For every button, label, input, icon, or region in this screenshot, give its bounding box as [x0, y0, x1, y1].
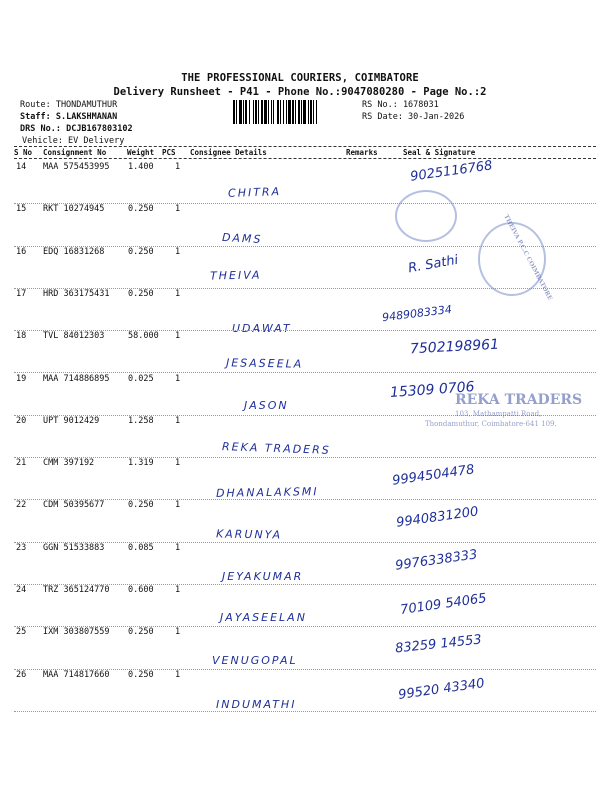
barcode — [233, 100, 357, 124]
consignee-name: THEIVA — [209, 268, 262, 283]
vehicle-label: Vehicle: EV Delivery — [22, 136, 125, 146]
table-row — [0, 158, 600, 204]
consignee-name: DHANALAKSMI — [215, 485, 319, 500]
table-row — [0, 331, 600, 373]
consignee-name: REKA TRADERS — [221, 439, 331, 457]
barcode-bar — [271, 100, 272, 124]
company-title: THE PROFESSIONAL COURIERS, COIMBATORE — [181, 72, 419, 84]
barcode-bar — [268, 100, 269, 124]
weight-value: 0.025 — [128, 373, 154, 384]
serial-number: 25 — [16, 627, 27, 638]
pieces-count: 1 — [175, 627, 181, 638]
barcode-bar — [286, 100, 287, 124]
rs-number: RS No.: 1678031 — [362, 100, 439, 110]
table-row — [0, 543, 600, 585]
consignment-number: UPT 9012429 — [43, 415, 100, 426]
theiva-stamp-1 — [395, 190, 457, 242]
barcode-bar — [233, 100, 235, 124]
pieces-count: 1 — [175, 288, 181, 299]
row-separator — [14, 711, 596, 712]
signature: 70109 54065 — [399, 591, 488, 618]
serial-number: 22 — [16, 500, 27, 511]
weight-value: 0.600 — [128, 585, 154, 595]
pieces-count: 1 — [175, 204, 181, 215]
consignee-name: JASON — [244, 398, 289, 412]
barcode-bar — [264, 100, 267, 124]
weight-value: 1.258 — [128, 415, 154, 426]
col-remarks: Remarks — [346, 148, 378, 157]
serial-number: 17 — [16, 288, 27, 299]
col-pcs: PCS — [162, 148, 176, 157]
consignment-number: EDQ 16831268 — [43, 246, 105, 257]
barcode-bar — [308, 100, 309, 124]
signature: 9489083334 — [381, 302, 453, 325]
barcode-bar — [239, 100, 242, 124]
header-rule-top — [14, 146, 596, 147]
header-rule-bottom — [14, 158, 596, 159]
consignment-number: TVL 84012303 — [43, 331, 105, 342]
barcode-bar — [295, 100, 296, 124]
consignment-number: GGN 51533883 — [43, 542, 105, 553]
consignment-number: CDM 50395677 — [43, 500, 105, 511]
barcode-bar — [298, 100, 300, 124]
staff-name: S.LAKSHMANAN — [55, 112, 118, 122]
consignment-number: IXM 303807559 — [43, 627, 110, 638]
serial-number: 18 — [16, 331, 27, 342]
signature: 99520 43340 — [397, 675, 486, 703]
table-row — [0, 458, 600, 500]
signature: R. Sathi — [407, 252, 460, 276]
barcode-bar — [249, 100, 250, 124]
weight-value: 0.085 — [128, 542, 154, 553]
consignment-number: MAA 714886895 — [43, 373, 110, 384]
pieces-count: 1 — [175, 415, 181, 426]
signature: 9976338333 — [394, 547, 479, 574]
signature: 9940831200 — [395, 504, 480, 532]
barcode-bar — [236, 100, 237, 124]
barcode-bar — [255, 100, 257, 124]
serial-number: 14 — [16, 162, 27, 172]
pieces-count: 1 — [175, 542, 181, 553]
col-sno: S No — [14, 148, 33, 157]
serial-number: 21 — [16, 458, 27, 469]
pieces-count: 1 — [175, 585, 181, 595]
consignee-name: JEYAKUMAR — [222, 569, 304, 583]
consignment-number: MAA 714817660 — [43, 669, 110, 680]
pieces-count: 1 — [175, 373, 181, 384]
consignee-name: KARUNYA — [215, 527, 283, 542]
barcode-bar — [292, 100, 294, 124]
staff-line — [20, 112, 117, 123]
weight-value: 0.250 — [128, 500, 154, 511]
reka-stamp-name: REKA TRADERS — [455, 392, 583, 408]
weight-value: 1.319 — [128, 458, 154, 469]
barcode-bar — [288, 100, 291, 124]
barcode-bar — [280, 100, 281, 124]
consignment-number: TRZ 365124770 — [43, 585, 110, 595]
pieces-count: 1 — [175, 458, 181, 469]
weight-value: 0.250 — [128, 246, 154, 257]
drs-line — [20, 124, 133, 135]
weight-value: 0.250 — [128, 204, 154, 215]
consignee-name: DAMS — [221, 231, 263, 247]
serial-number: 23 — [16, 542, 27, 553]
consignee-name: CHITRA — [227, 185, 282, 200]
consignment-number: HRD 363175431 — [43, 288, 110, 299]
consignment-number: RKT 10274945 — [43, 204, 105, 215]
consignee-name: JESASEELA — [225, 356, 304, 371]
barcode-bar — [310, 100, 312, 124]
drs-label: DRS No.: — [20, 124, 61, 134]
weight-value: 0.250 — [128, 627, 154, 638]
barcode-bar — [277, 100, 279, 124]
reka-stamp-address-2: Thondamuthur, Coimbatore-641 109. — [425, 420, 557, 428]
signature: 9025116768 — [409, 158, 494, 185]
pieces-count: 1 — [175, 500, 181, 511]
signature: 83259 14553 — [394, 632, 483, 657]
barcode-bar — [258, 100, 259, 124]
weight-value: 58.000 — [128, 331, 159, 342]
theiva-stamp-text: THEIVA P.C.C COIMBATORE — [502, 213, 554, 302]
pieces-count: 1 — [175, 669, 181, 680]
table-row — [0, 500, 600, 542]
serial-number: 15 — [16, 204, 27, 215]
pieces-count: 1 — [175, 246, 181, 257]
table-row — [0, 627, 600, 669]
col-weight: Weight — [127, 148, 155, 157]
weight-value: 1.400 — [128, 162, 154, 172]
signature: 15309 0706 — [389, 378, 476, 401]
barcode-bar — [273, 100, 274, 124]
table-row — [0, 670, 600, 712]
pieces-count: 1 — [175, 331, 181, 342]
pieces-count: 1 — [175, 162, 181, 172]
consignment-number: MAA 575453995 — [43, 162, 110, 172]
consignee-name: VENUGOPAL — [212, 654, 298, 668]
signature: 9994504478 — [391, 462, 476, 489]
weight-value: 0.250 — [128, 288, 154, 299]
barcode-bar — [316, 100, 317, 124]
barcode-bar — [313, 100, 314, 124]
table-row — [0, 585, 600, 627]
rs-date: RS Date: 30-Jan-2026 — [362, 112, 465, 122]
barcode-bar — [243, 100, 244, 124]
consignee-name: UDAWAT — [232, 321, 292, 335]
barcode-bar — [301, 100, 302, 124]
barcode-bar — [283, 100, 284, 124]
consignee-name: INDUMATHI — [216, 697, 297, 711]
col-consignee: Consignee Details — [190, 148, 267, 157]
barcode-bar — [245, 100, 247, 124]
consignee-name: JAYASEELAN — [220, 611, 307, 624]
barcode-bar — [261, 100, 263, 124]
serial-number: 20 — [16, 415, 27, 426]
serial-number: 26 — [16, 669, 27, 680]
col-consignment: Consignment No — [43, 148, 107, 157]
signature: 7502198961 — [409, 336, 500, 358]
reka-stamp-address-1: 103, Mathampatti Road, — [455, 410, 542, 418]
weight-value: 0.250 — [128, 669, 154, 680]
serial-number: 24 — [16, 585, 27, 595]
route-label: Route: THONDAMUTHUR — [20, 100, 118, 110]
col-seal-signature: Seal & Signature — [403, 148, 476, 157]
barcode-bar — [303, 100, 306, 124]
serial-number: 16 — [16, 246, 27, 257]
runsheet-title: Delivery Runsheet - P41 - Phone No.:9047080280 - Page No.:2 — [113, 86, 487, 98]
staff-label: Staff: — [20, 112, 51, 122]
drs-number: DCJB167803102 — [66, 124, 133, 134]
barcode-bar — [253, 100, 254, 124]
consignment-number: CMM 397192 — [43, 458, 95, 469]
serial-number: 19 — [16, 373, 27, 384]
